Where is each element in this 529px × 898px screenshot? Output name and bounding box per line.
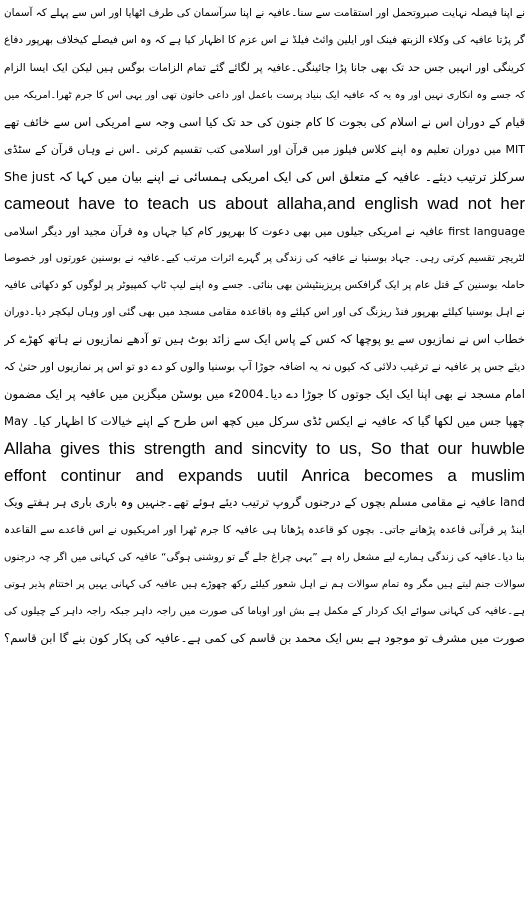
text-line: MIT میں دوران تعلیم وہ اپنے کلاس فیلوز میں قرآن اور اسلامی کتب تقسیم کرتی ۔اس نے وہاں قرآن کے سٹڈی xyxy=(4,142,525,156)
text-line: دیئے جس پر عافیہ نے ترغیب دلائی کہ کیوں نہ یہ اضافہ جوڑا آپ بوسنیا والوں کو دے دو تو اس پر نمازیوں اور حتیٰ کہ xyxy=(4,360,525,374)
text-line: چھپا جس میں لکھا گیا کہ عافیہ نے ایکس ٹڈی سرکل میں کچھ اس طرح کے اپنے خیالات کا اظہار کیا۔ May xyxy=(4,413,525,428)
text-line: قیام کے دوران اس نے اسلام کی بجوت کا کام جنون کی حد تک کیا اسی وجہ سے امریکی اس سے خائف تھے xyxy=(4,114,525,129)
text-line: first language عافیہ نے امریکی جیلوں میں بھی دعوت کا بھرپور کام کیا جہاں وہ قرآن مجید اور دیگر اسلامی xyxy=(4,224,525,238)
article-body xyxy=(4,0,525,653)
text-line: خطاب اس نے نمازیوں سے یو پوچھا کہ کس کے پاس ایک سے زائد بوٹ ہیں تو آدھے نمازیوں نے ہاتھ کھڑے کر xyxy=(4,332,525,347)
text-line: نے اپنا فیصلہ نہایت صبروتحمل اور استقامت سے سنا۔عافیہ نے اپنا سرآسمان کی طرف اٹھایا اور اس سے پہلے کہ آسمان xyxy=(4,7,525,19)
text-line: گر پڑتا عافیہ کی وکلاء الزبتھ فینک اور ایلین وائٹ فیلڈ نے اس عزم کا اظہار کیا ہے کہ وہ اس فیصلے کیخلاف بھرپور دفاع xyxy=(4,34,525,47)
text-line: اینڈ پر قرآنی قاعدہ پڑھانے جاتی۔ بچوں کو قاعدہ پڑھانا ہی عافیہ کا جرم ٹھرا اور امریکیوں نے اس قاعدے سے القاعدہ xyxy=(4,523,525,536)
text-line: نے اہل بوسنیا کیلئے بھرپور فنڈ ریزنگ کی اور اس کیلئے وہ باقاعدہ مقامی مسجد میں بھی گئی اور وہاں لیکچر دیا۔دوران xyxy=(4,306,525,319)
text-line: سوالات جنم لیتے ہیں مگر وہ تمام سوالات ہم نے اہل شعور کیلئے رکھ چھوڑے ہیں عافیہ کی کہانی یہیں پر اختتام پذیر ہوتی xyxy=(4,578,525,590)
text-line: صورت میں مشرف تو موجود ہے بس ایک محمد بن قاسم کی کمی ہے۔عافیہ کی پکار کون بنے گا ابن قاسم؟ xyxy=(4,631,525,646)
text-line: effont continur and expands uutil Anrica becomes a muslim xyxy=(4,466,525,486)
text-line: کرینگی اور انہیں جس حد تک بھی جانا پڑا جائینگی۔عافیہ پر لگائے گئے تمام الزامات بوگس ہیں لیکن ایک ایسا الزام xyxy=(4,61,525,75)
text-line: امام مسجد نے بھی اپنا ایک ایک جوتوں کا جوڑا دے دیا۔2004ء میں بوسٹن میگزین میں عافیہ پر ایک مضمون xyxy=(4,386,525,401)
text-line: سرکلز ترتیب دیئے۔ عافیہ کے متعلق اس کی ایک امریکی ہمسائی نے اپنے بیان میں کہا کہ She just xyxy=(4,169,525,185)
text-line: cameout have to teach us about allaha,and english wad not her xyxy=(4,194,525,214)
text-line: ہے۔عافیہ کی کہانی سوائے ایک کردار کے مکمل ہے بش اور اوباما کی صورت میں راجہ داہر جبکہ راجہ داہر کے چیلوں کی xyxy=(4,606,525,618)
text-line: لٹریچر تقسیم کرتی رہی۔ جہاد بوسنیا نے عافیہ کی زندگی پر گہرے اثرات مرتب کیے۔عافیہ نے بوسنین عورتوں اور خصوصا xyxy=(4,252,525,264)
text-line: Allaha gives this strength and sincvity to us, So that our huwble xyxy=(4,439,525,458)
text-line: land عافیہ نے مقامی مسلم بچوں کے درجنوں گروپ ترتیب دیئے ہوئے تھے۔جنہیں وہ باری باری ہر ہفتے ویک xyxy=(4,495,525,510)
text-line: کہ جسے وہ انکاری نہیں اور وہ یہ کہ عافیہ ایک بنیاد پرست باعمل اور داعی خاتون تھی اور یہی اس کا جرم ٹھرا۔امریکہ میں xyxy=(4,89,525,101)
text-line: حاملہ بوسنین کے قتل عام پر ایک گرافکس پریزینٹیشن بھی بنائی۔ جسے وہ اپنے لیپ ٹاپ کمپیوٹر پر لوگوں کو دکھاتی عافیہ xyxy=(4,279,525,291)
text-line: بنا دیا۔عافیہ کی زندگی ہمارے لیے مشعل راہ ہے ”یہی چراغ جلے گے تو روشنی ہوگی“ عافیہ کی کہانی میں اگر چہ درجنوں xyxy=(4,551,525,563)
